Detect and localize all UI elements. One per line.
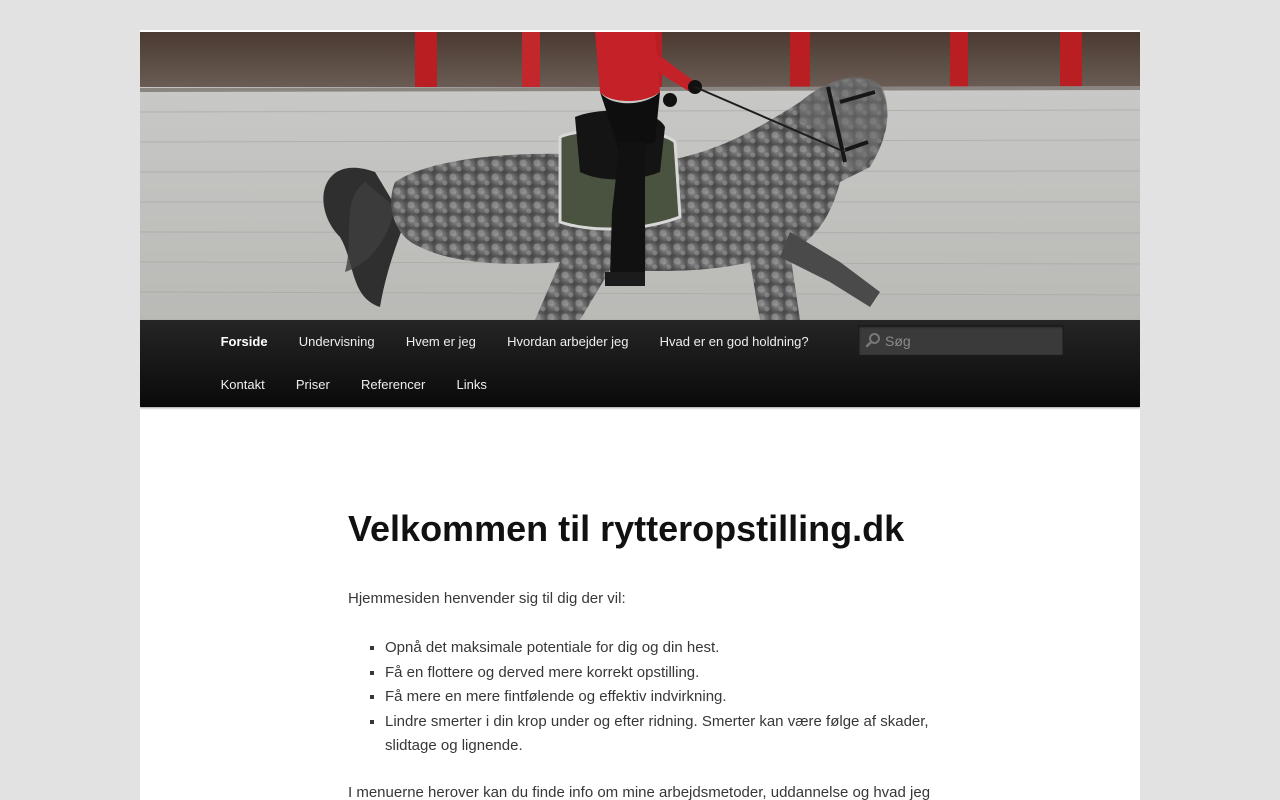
benefits-list xyxy=(348,636,955,759)
intro-paragraph: Hjemmesiden henvender sig til dig der vil: xyxy=(348,590,626,607)
nav-item-hvad-er-en-god-holdning[interactable]: Hvad er en god holdning? xyxy=(659,334,809,349)
nav-item-hvem-er-jeg[interactable]: Hvem er jeg xyxy=(405,334,476,349)
menu-row-secondary xyxy=(205,363,502,406)
menu-row-primary xyxy=(205,320,824,363)
nav-item-referencer[interactable]: Referencer xyxy=(361,377,426,392)
list-item: ▪ Få en flottere og derved mere korrekt opstilling. xyxy=(385,661,955,686)
list-item: ▪ Opnå det maksimale potentiale for dig og din hest. xyxy=(385,636,955,661)
nav-item-forside[interactable]: Forside xyxy=(220,334,268,349)
nav-item-hvordan-arbejder-jeg[interactable]: Hvordan arbejder jeg xyxy=(507,334,629,349)
header-photo xyxy=(140,32,1140,320)
nav-item-undervisning[interactable]: Undervisning xyxy=(298,334,375,349)
nav-item-priser[interactable]: Priser xyxy=(295,377,330,392)
nav-item-kontakt[interactable]: Kontakt xyxy=(220,377,265,392)
search-input[interactable] xyxy=(885,326,1061,355)
outro-paragraph: I menuerne herover kan du finde info om mine arbejdsmetoder, uddannelse og hvad jeg xyxy=(348,784,931,800)
list-item: ▪ Lindre smerter i din krop under og efter ridning. Smerter kan være følge af skader, slidtage og lignende. xyxy=(385,710,955,759)
page-container xyxy=(140,30,1140,800)
page-title: Velkommen til rytteropstilling.dk xyxy=(348,508,905,549)
search-box xyxy=(858,325,1064,356)
list-item: ▪ Få mere en mere fintfølende og effektiv indvirkning. xyxy=(385,685,955,710)
main-navigation xyxy=(140,320,1140,407)
nav-item-links[interactable]: Links xyxy=(456,377,487,392)
search-icon[interactable] xyxy=(865,332,881,348)
header-image[interactable] xyxy=(140,32,1140,320)
